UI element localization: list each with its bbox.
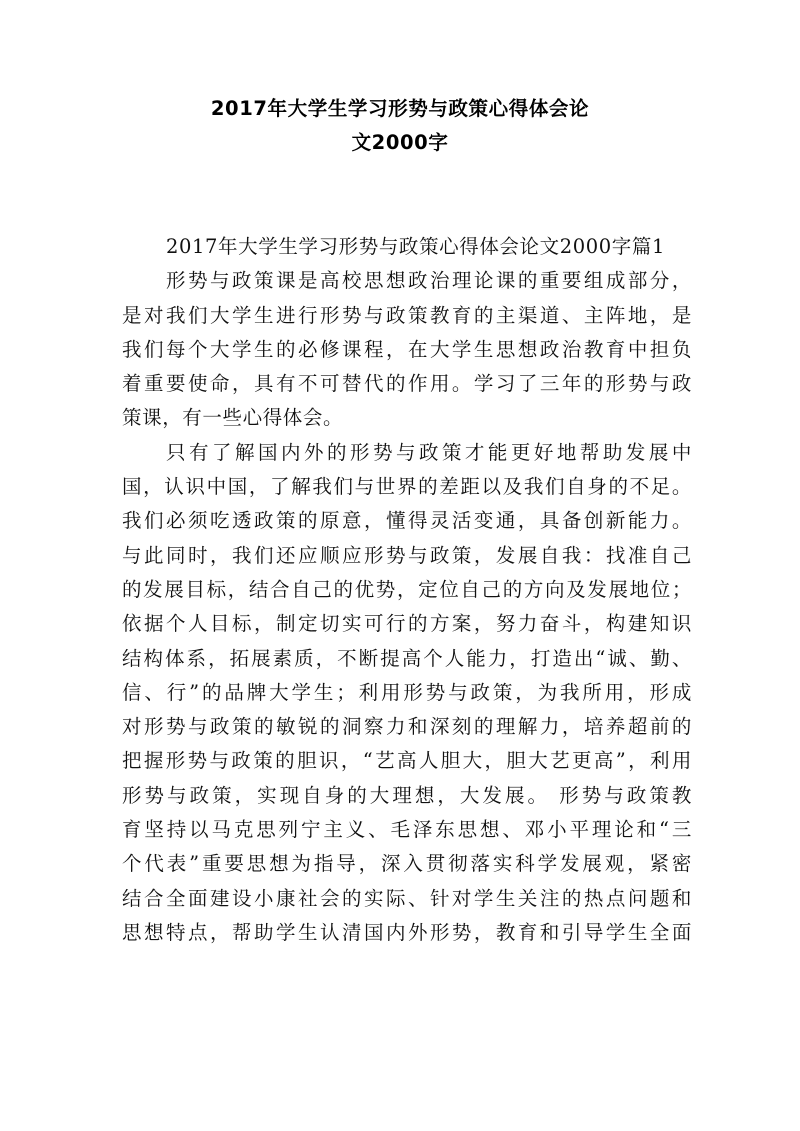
paragraph-line: 个代表”重要思想为指导，深入贯彻落实科学发展观，紧密 — [122, 852, 692, 876]
title-line: 文2000字 — [351, 131, 449, 155]
paragraph-line: 与此同时，我们还应顺应形势与政策，发展自我：找准自己 — [122, 543, 692, 567]
paragraph-line: 只有了解国内外的形势与政策才能更好地帮助发展中 — [166, 440, 692, 464]
paragraph-line: 的发展目标，结合自己的优势，定位自己的方向及发展地位； — [122, 577, 692, 601]
paragraph-line: 我们必须吃透政策的原意，懂得灵活变通，具备创新能力。 — [122, 509, 692, 533]
paragraph-line: 着重要使命，具有不可替代的作用。学习了三年的形势与政 — [122, 372, 692, 396]
document-body — [122, 230, 692, 950]
paragraph-line: 依据个人目标，制定切实可行的方案，努力奋斗，构建知识 — [122, 612, 692, 636]
paragraph-line: 策课，有一些心得体会。 — [122, 406, 344, 430]
paragraph-line: 育坚持以马克思列宁主义、毛泽东思想、邓小平理论和“三 — [122, 818, 692, 842]
paragraph-line: 我们每个大学生的必修课程，在大学生思想政治教育中担负 — [122, 337, 692, 361]
paragraph-line: 思想特点，帮助学生认清国内外形势，教育和引导学生全面 — [122, 920, 692, 944]
paragraph-line: 结合全面建设小康社会的实际、针对学生关注的热点问题和 — [122, 886, 692, 910]
section-heading: 2017年大学生学习形势与政策心得体会论文2000字篇1 — [166, 235, 665, 258]
paragraph-line: 形势与政策，实现自身的大理想，大发展。 形势与政策教 — [122, 783, 692, 807]
paragraph-line: 国，认识中国，了解我们与世界的差距以及我们自身的不足。 — [122, 475, 692, 499]
title-line: 2017年大学生学习形势与政策心得体会论 — [210, 97, 590, 120]
paragraph-line: 把握形势与政策的胆识，“艺高人胆大，胆大艺更高”，利用 — [122, 749, 692, 773]
paragraph-line: 结构体系，拓展素质，不断提高个人能力，打造出“诚、勤、 — [122, 646, 692, 670]
paragraph-line: 形势与政策课是高校思想政治理论课的重要组成部分， — [166, 269, 692, 293]
document-title — [100, 92, 700, 161]
paragraph-line: 是对我们大学生进行形势与政策教育的主渠道、主阵地，是 — [122, 303, 692, 327]
paragraph-line: 对形势与政策的敏锐的洞察力和深刻的理解力，培养超前的 — [122, 715, 692, 739]
paragraph-line: 信、行”的品牌大学生；利用形势与政策，为我所用，形成 — [122, 680, 692, 704]
